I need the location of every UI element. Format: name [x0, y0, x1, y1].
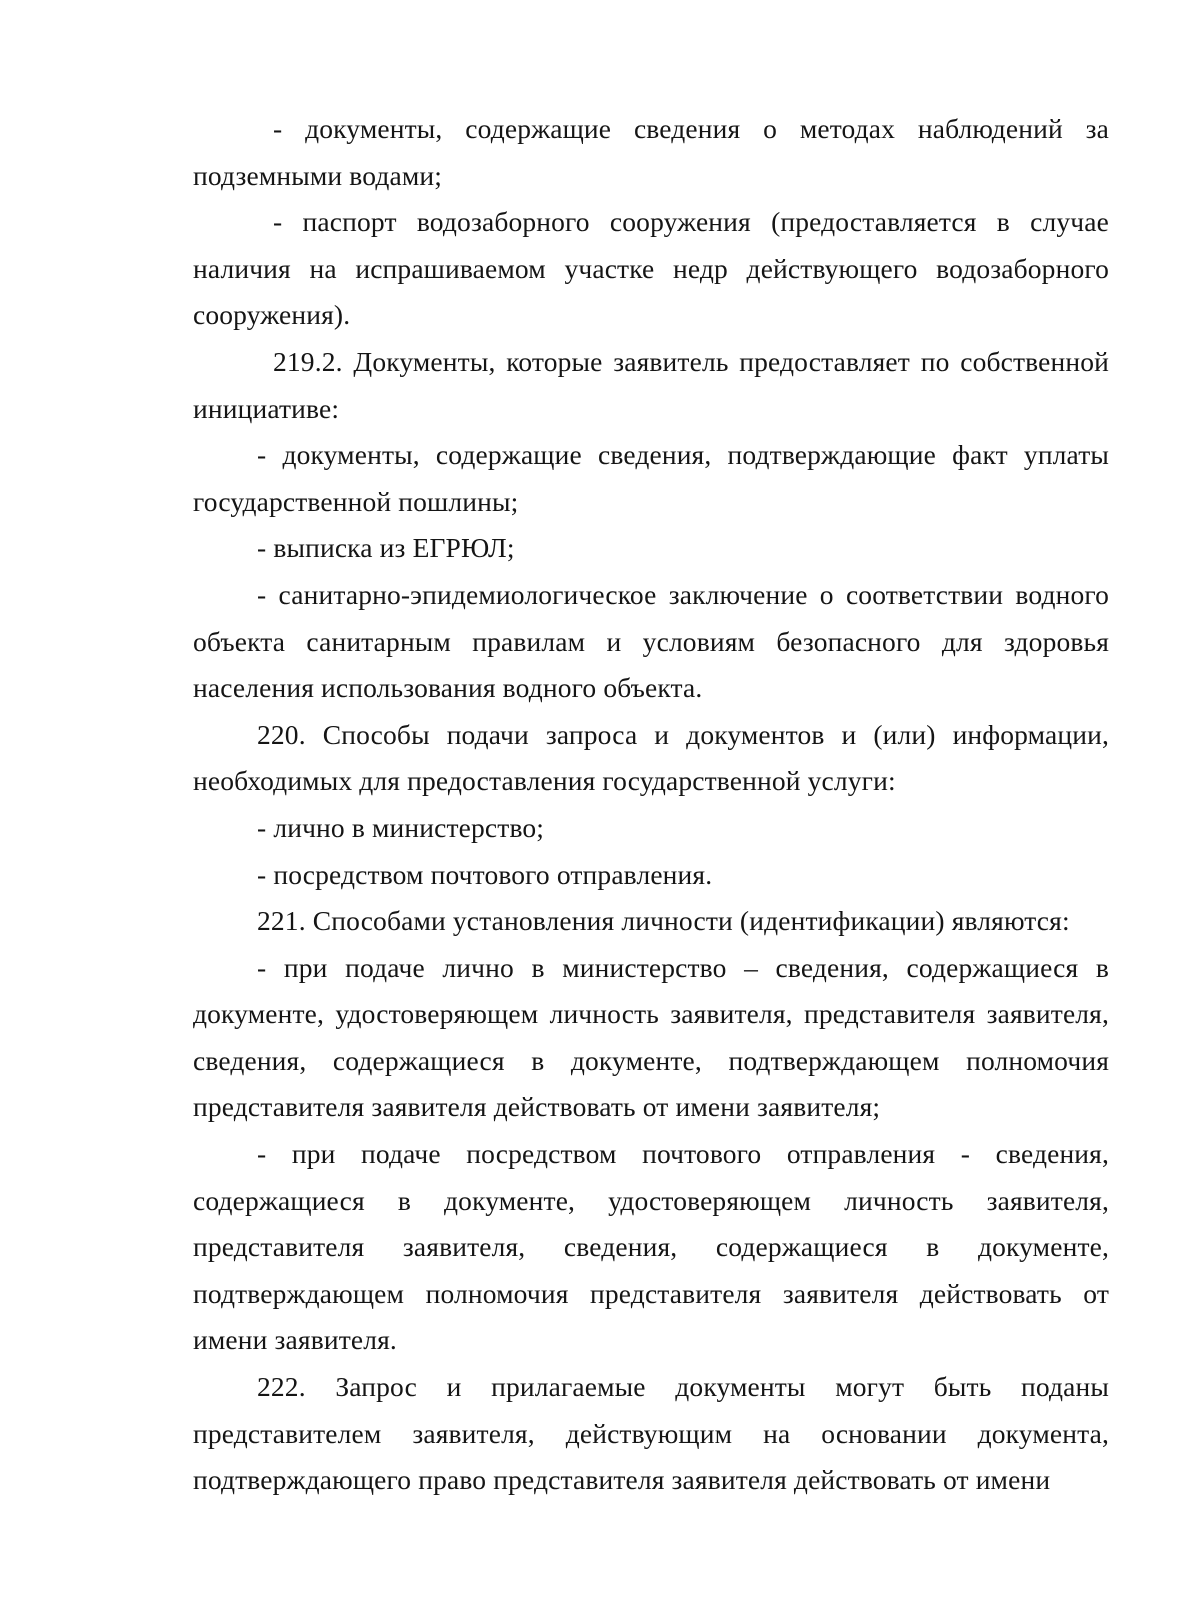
- document-body: [193, 106, 1109, 1504]
- paragraph-water-intake-passport: - паспорт водозаборного сооружения (предоставляется в случае наличия на испрашиваемом участке недр действующего водозаборного сооружения).: [193, 206, 1109, 331]
- paragraph-222: 222. Запрос и прилагаемые документы могут быть поданы представителем заявителя, действующим на основании документа, подтверждающего право представителя заявителя действовать от имени: [193, 1371, 1109, 1496]
- paragraph-sanitary-conclusion: - санитарно-эпидемиологическое заключение о соответствии водного объекта санитарным правилам и условиям безопасного для здоровья населения использования водного объекта.: [193, 578, 1109, 704]
- paragraph-220: 220. Способы подачи запроса и документов и (или) информации, необходимых для предоставления государственной услуги:: [193, 718, 1109, 797]
- paragraph-in-person: - лично в министерство;: [257, 811, 545, 843]
- paragraph-219-2: 219.2. Документы, которые заявитель предоставляет по собственной инициативе:: [193, 345, 1109, 424]
- paragraph-identification-in-person: - при подаче лично в министерство – сведения, содержащиеся в документе, удостоверяющем личность заявителя, представителя заявителя, сведения, содержащиеся в документе, подтверждающем полномочия представителя заявителя действовать от имени заявителя;: [193, 951, 1109, 1123]
- paragraph-by-post: - посредством почтового отправления.: [257, 858, 713, 890]
- paragraph-identification-by-post: - при подаче посредством почтового отправления - сведения, содержащиеся в документе, удостоверяющем личность заявителя, представителя заявителя, сведения, содержащиеся в документе, подтверждающем полномочия представителя заявителя действовать от имени заявителя.: [193, 1138, 1109, 1356]
- paragraph-egrul-extract: - выписка из ЕГРЮЛ;: [257, 532, 515, 564]
- paragraph-state-fee: - документы, содержащие сведения, подтверждающие факт уплаты государственной пошлины;: [193, 439, 1109, 517]
- paragraph-221: 221. Способами установления личности (идентификации) являются:: [257, 905, 1070, 937]
- paragraph-observation-methods: - документы, содержащие сведения о методах наблюдений за подземными водами;: [193, 113, 1109, 191]
